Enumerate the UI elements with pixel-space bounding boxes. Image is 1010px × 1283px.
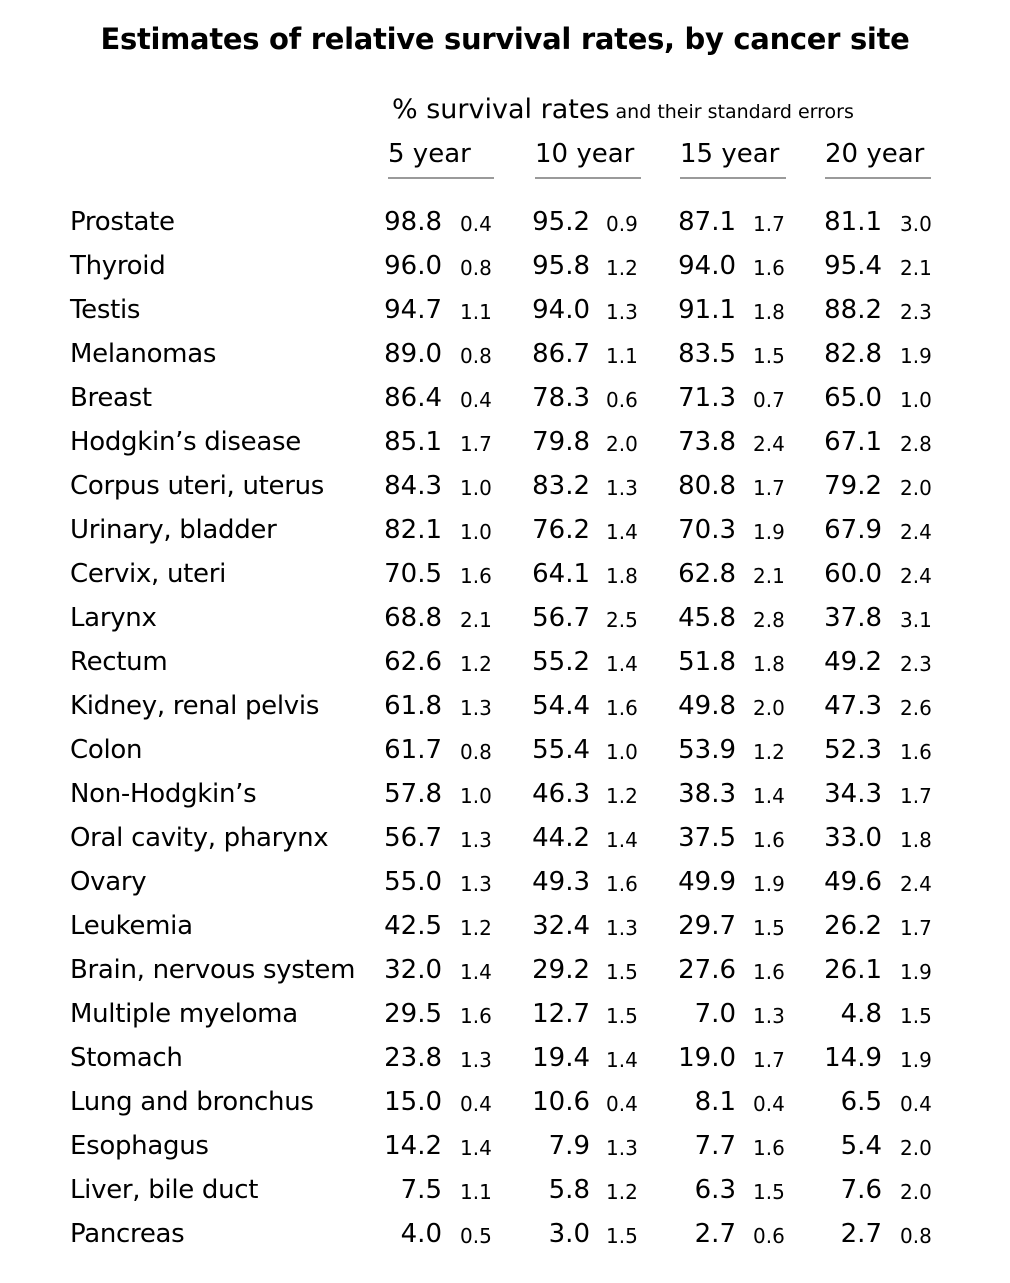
standard-error-cell: 1.4 (606, 520, 638, 544)
standard-error-cell: 1.3 (606, 476, 638, 500)
standard-error-cell: 2.4 (753, 432, 785, 456)
survival-rate-cell: 15.0 (384, 1087, 442, 1117)
standard-error-cell: 1.4 (606, 1048, 638, 1072)
standard-error-cell: 1.8 (900, 828, 932, 852)
standard-error-cell: 1.9 (900, 1048, 932, 1072)
survival-rate-cell: 44.2 (532, 823, 590, 853)
standard-error-cell: 1.5 (900, 1004, 932, 1028)
survival-rate-cell: 94.0 (678, 251, 736, 281)
survival-rate-cell: 84.3 (384, 471, 442, 501)
standard-error-cell: 1.6 (753, 960, 785, 984)
site-label: Corpus uteri, uterus (70, 471, 325, 501)
standard-error-cell: 1.6 (606, 872, 638, 896)
table-row (0, 999, 1010, 1043)
standard-error-cell: 1.6 (753, 256, 785, 280)
site-label: Breast (70, 383, 152, 413)
survival-rate-cell: 14.9 (824, 1043, 882, 1073)
standard-error-cell: 1.3 (460, 696, 492, 720)
standard-error-cell: 2.3 (900, 300, 932, 324)
standard-error-cell: 1.4 (460, 960, 492, 984)
survival-rate-cell: 14.2 (384, 1131, 442, 1161)
survival-rate-cell: 55.0 (384, 867, 442, 897)
table-row (0, 383, 1010, 427)
standard-error-cell: 0.8 (900, 1224, 932, 1248)
standard-error-cell: 0.7 (753, 388, 785, 412)
survival-rate-cell: 82.1 (384, 515, 442, 545)
standard-error-cell: 1.4 (460, 1136, 492, 1160)
survival-rate-cell: 62.8 (678, 559, 736, 589)
standard-error-cell: 2.8 (753, 608, 785, 632)
survival-rate-cell: 47.3 (824, 691, 882, 721)
survival-rate-cell: 12.7 (532, 999, 590, 1029)
survival-rate-cell: 5.4 (840, 1131, 882, 1161)
standard-error-cell: 1.3 (606, 1136, 638, 1160)
survival-rate-cell: 4.0 (400, 1219, 442, 1249)
survival-rate-cell: 32.4 (532, 911, 590, 941)
column-header: 5 year (388, 139, 494, 179)
standard-error-cell: 1.0 (606, 740, 638, 764)
survival-rate-cell: 53.9 (678, 735, 736, 765)
standard-error-cell: 0.5 (460, 1224, 492, 1248)
survival-rate-cell: 91.1 (678, 295, 736, 325)
standard-error-cell: 2.6 (900, 696, 932, 720)
site-label: Pancreas (70, 1219, 185, 1249)
header-main: % survival rates (392, 94, 610, 125)
standard-error-cell: 2.5 (606, 608, 638, 632)
survival-rate-cell: 23.8 (384, 1043, 442, 1073)
standard-error-cell: 1.4 (753, 784, 785, 808)
standard-error-cell: 1.2 (606, 784, 638, 808)
survival-rate-cell: 8.1 (694, 1087, 736, 1117)
standard-error-cell: 1.3 (606, 300, 638, 324)
site-label: Leukemia (70, 911, 193, 941)
standard-error-cell: 0.4 (460, 1092, 492, 1116)
survival-rate-cell: 86.7 (532, 339, 590, 369)
survival-rate-cell: 49.3 (532, 867, 590, 897)
survival-rate-cell: 95.4 (824, 251, 882, 281)
survival-rate-cell: 64.1 (532, 559, 590, 589)
standard-error-cell: 0.6 (753, 1224, 785, 1248)
standard-error-cell: 1.0 (460, 476, 492, 500)
survival-rate-cell: 87.1 (678, 207, 736, 237)
standard-error-cell: 1.2 (460, 652, 492, 676)
survival-rate-cell: 73.8 (678, 427, 736, 457)
standard-error-cell: 0.8 (460, 344, 492, 368)
survival-rate-cell: 37.8 (824, 603, 882, 633)
standard-error-cell: 1.3 (753, 1004, 785, 1028)
standard-error-cell: 1.7 (900, 784, 932, 808)
table-title: Estimates of relative survival rates, by cancer site (100, 22, 910, 56)
standard-error-cell: 1.7 (460, 432, 492, 456)
survival-rate-cell: 86.4 (384, 383, 442, 413)
site-label: Stomach (70, 1043, 183, 1073)
survival-rate-cell: 29.5 (384, 999, 442, 1029)
survival-rate-cell: 94.0 (532, 295, 590, 325)
standard-error-cell: 1.9 (900, 960, 932, 984)
table-row (0, 1043, 1010, 1087)
survival-rate-cell: 3.0 (548, 1219, 590, 1249)
table-row (0, 779, 1010, 823)
site-label: Prostate (70, 207, 175, 237)
survival-rate-cell: 62.6 (384, 647, 442, 677)
survival-rate-cell: 98.8 (384, 207, 442, 237)
survival-rate-cell: 70.5 (384, 559, 442, 589)
survival-rate-cell: 6.3 (694, 1175, 736, 1205)
standard-error-cell: 1.2 (606, 1180, 638, 1204)
survival-rate-cell: 68.8 (384, 603, 442, 633)
standard-error-cell: 1.6 (460, 1004, 492, 1028)
site-label: Larynx (70, 603, 157, 633)
site-label: Hodgkin’s disease (70, 427, 301, 457)
standard-error-cell: 0.8 (460, 740, 492, 764)
table-row (0, 207, 1010, 251)
site-label: Lung and bronchus (70, 1087, 314, 1117)
standard-error-cell: 2.0 (606, 432, 638, 456)
header-sub: and their standard errors (615, 101, 854, 123)
survival-rate-cell: 7.7 (694, 1131, 736, 1161)
survival-rate-cell: 54.4 (532, 691, 590, 721)
standard-error-cell: 1.1 (606, 344, 638, 368)
standard-error-cell: 1.9 (753, 872, 785, 896)
site-label: Testis (70, 295, 141, 325)
standard-error-cell: 2.4 (900, 872, 932, 896)
survival-rate-cell: 85.1 (384, 427, 442, 457)
site-label: Colon (70, 735, 143, 765)
survival-rate-cell: 37.5 (678, 823, 736, 853)
standard-error-cell: 0.8 (460, 256, 492, 280)
survival-rate-cell: 55.4 (532, 735, 590, 765)
table-row (0, 295, 1010, 339)
standard-error-cell: 1.2 (753, 740, 785, 764)
survival-rate-cell: 83.2 (532, 471, 590, 501)
survival-rate-cell: 71.3 (678, 383, 736, 413)
survival-rate-cell: 94.7 (384, 295, 442, 325)
standard-error-cell: 0.4 (460, 388, 492, 412)
standard-error-cell: 0.4 (900, 1092, 932, 1116)
standard-error-cell: 2.8 (900, 432, 932, 456)
survival-rate-cell: 5.8 (548, 1175, 590, 1205)
survival-rate-cell: 61.7 (384, 735, 442, 765)
survival-rate-cell: 45.8 (678, 603, 736, 633)
standard-error-cell: 1.8 (753, 652, 785, 676)
column-header: 10 year (535, 139, 641, 179)
standard-error-cell: 1.1 (460, 300, 492, 324)
survival-rate-cell: 49.9 (678, 867, 736, 897)
standard-error-cell: 1.3 (606, 916, 638, 940)
standard-error-cell: 2.0 (900, 1136, 932, 1160)
standard-error-cell: 0.4 (606, 1092, 638, 1116)
standard-error-cell: 1.8 (753, 300, 785, 324)
standard-error-cell: 1.5 (753, 344, 785, 368)
standard-error-cell: 1.8 (606, 564, 638, 588)
site-label: Esophagus (70, 1131, 209, 1161)
survival-rate-cell: 79.2 (824, 471, 882, 501)
standard-error-cell: 1.7 (753, 1048, 785, 1072)
standard-error-cell: 1.7 (753, 212, 785, 236)
survival-rate-cell: 55.2 (532, 647, 590, 677)
standard-error-cell: 1.0 (460, 784, 492, 808)
survival-rate-cell: 49.2 (824, 647, 882, 677)
survival-rate-cell: 57.8 (384, 779, 442, 809)
table-row (0, 427, 1010, 471)
standard-error-cell: 1.1 (460, 1180, 492, 1204)
standard-error-cell: 3.1 (900, 608, 932, 632)
survival-rate-cell: 67.1 (824, 427, 882, 457)
standard-error-cell: 1.0 (460, 520, 492, 544)
table-row (0, 735, 1010, 779)
standard-error-cell: 0.9 (606, 212, 638, 236)
survival-rate-cell: 26.1 (824, 955, 882, 985)
survival-rate-cell: 33.0 (824, 823, 882, 853)
survival-rate-cell: 78.3 (532, 383, 590, 413)
site-label: Oral cavity, pharynx (70, 823, 329, 853)
survival-rate-cell: 7.9 (548, 1131, 590, 1161)
survival-rate-cell: 34.3 (824, 779, 882, 809)
site-label: Liver, bile duct (70, 1175, 259, 1205)
standard-error-cell: 1.6 (753, 1136, 785, 1160)
survival-rate-cell: 96.0 (384, 251, 442, 281)
survival-rate-cell: 95.8 (532, 251, 590, 281)
site-label: Cervix, uteri (70, 559, 227, 589)
standard-error-cell: 2.4 (900, 564, 932, 588)
standard-error-cell: 1.6 (460, 564, 492, 588)
survival-rate-cell: 49.6 (824, 867, 882, 897)
table-row (0, 691, 1010, 735)
standard-error-cell: 1.6 (753, 828, 785, 852)
standard-error-cell: 1.2 (606, 256, 638, 280)
standard-error-cell: 1.9 (900, 344, 932, 368)
survival-rate-cell: 70.3 (678, 515, 736, 545)
standard-error-cell: 1.7 (753, 476, 785, 500)
survival-rate-cell: 29.2 (532, 955, 590, 985)
column-header: 15 year (680, 139, 786, 179)
survival-rate-cell: 95.2 (532, 207, 590, 237)
standard-error-cell: 2.1 (753, 564, 785, 588)
standard-error-cell: 1.5 (606, 960, 638, 984)
survival-rate-cell: 4.8 (840, 999, 882, 1029)
table-row (0, 339, 1010, 383)
survival-rate-cell: 56.7 (384, 823, 442, 853)
standard-error-cell: 1.3 (460, 1048, 492, 1072)
survival-rate-cell: 42.5 (384, 911, 442, 941)
survival-rate-cell: 81.1 (824, 207, 882, 237)
survival-rate-cell: 32.0 (384, 955, 442, 985)
standard-error-cell: 1.4 (606, 652, 638, 676)
survival-rate-cell: 46.3 (532, 779, 590, 809)
standard-error-cell: 1.6 (606, 696, 638, 720)
survival-rate-cell: 38.3 (678, 779, 736, 809)
standard-error-cell: 1.0 (900, 388, 932, 412)
standard-error-cell: 1.3 (460, 828, 492, 852)
table-row (0, 515, 1010, 559)
table-row (0, 955, 1010, 999)
table-row (0, 471, 1010, 515)
survival-rate-cell: 61.8 (384, 691, 442, 721)
column-header: 20 year (825, 139, 931, 179)
standard-error-cell: 1.4 (606, 828, 638, 852)
survival-rate-cell: 76.2 (532, 515, 590, 545)
survival-rate-cell: 10.6 (532, 1087, 590, 1117)
standard-error-cell: 2.1 (900, 256, 932, 280)
table-row (0, 251, 1010, 295)
survival-rate-cell: 7.5 (400, 1175, 442, 1205)
survival-rate-cell: 2.7 (840, 1219, 882, 1249)
survival-rate-cell: 52.3 (824, 735, 882, 765)
survival-rate-cell: 27.6 (678, 955, 736, 985)
site-label: Urinary, bladder (70, 515, 277, 545)
table-row (0, 559, 1010, 603)
table-row (0, 603, 1010, 647)
standard-error-cell: 2.1 (460, 608, 492, 632)
standard-error-cell: 2.0 (900, 1180, 932, 1204)
standard-error-cell: 1.6 (900, 740, 932, 764)
survival-rate-cell: 51.8 (678, 647, 736, 677)
site-label: Brain, nervous system (70, 955, 356, 985)
site-label: Multiple myeloma (70, 999, 298, 1029)
site-label: Non-Hodgkin’s (70, 779, 257, 809)
site-label: Rectum (70, 647, 168, 677)
table-row (0, 911, 1010, 955)
standard-error-cell: 2.4 (900, 520, 932, 544)
survival-rate-cell: 82.8 (824, 339, 882, 369)
table-superheader (392, 94, 854, 125)
survival-rate-cell: 89.0 (384, 339, 442, 369)
standard-error-cell: 2.0 (900, 476, 932, 500)
survival-rate-cell: 49.8 (678, 691, 736, 721)
survival-rate-cell: 19.4 (532, 1043, 590, 1073)
standard-error-cell: 1.5 (606, 1004, 638, 1028)
standard-error-cell: 1.3 (460, 872, 492, 896)
site-label: Kidney, renal pelvis (70, 691, 320, 721)
standard-error-cell: 3.0 (900, 212, 932, 236)
survival-rate-cell: 7.0 (694, 999, 736, 1029)
site-label: Ovary (70, 867, 147, 897)
survival-rate-cell: 26.2 (824, 911, 882, 941)
standard-error-cell: 2.0 (753, 696, 785, 720)
survival-rate-cell: 7.6 (840, 1175, 882, 1205)
survival-rate-cell: 65.0 (824, 383, 882, 413)
standard-error-cell: 0.4 (753, 1092, 785, 1116)
survival-rate-cell: 83.5 (678, 339, 736, 369)
survival-rate-cell: 80.8 (678, 471, 736, 501)
survival-rate-cell: 88.2 (824, 295, 882, 325)
survival-rate-cell: 6.5 (840, 1087, 882, 1117)
standard-error-cell: 2.3 (900, 652, 932, 676)
table-row (0, 867, 1010, 911)
table-row (0, 823, 1010, 867)
table-row (0, 1131, 1010, 1175)
table-row (0, 1175, 1010, 1219)
survival-rate-cell: 67.9 (824, 515, 882, 545)
survival-rate-cell: 19.0 (678, 1043, 736, 1073)
survival-rate-cell: 2.7 (694, 1219, 736, 1249)
standard-error-cell: 1.9 (753, 520, 785, 544)
table-row (0, 647, 1010, 691)
standard-error-cell: 0.6 (606, 388, 638, 412)
survival-rate-cell: 56.7 (532, 603, 590, 633)
standard-error-cell: 0.4 (460, 212, 492, 236)
survival-rate-cell: 79.8 (532, 427, 590, 457)
table-row (0, 1087, 1010, 1131)
site-label: Melanomas (70, 339, 217, 369)
standard-error-cell: 1.5 (753, 1180, 785, 1204)
survival-rate-cell: 29.7 (678, 911, 736, 941)
standard-error-cell: 1.5 (753, 916, 785, 940)
standard-error-cell: 1.2 (460, 916, 492, 940)
table-row (0, 1219, 1010, 1263)
survival-rate-cell: 60.0 (824, 559, 882, 589)
standard-error-cell: 1.7 (900, 916, 932, 940)
standard-error-cell: 1.5 (606, 1224, 638, 1248)
site-label: Thyroid (70, 251, 166, 281)
